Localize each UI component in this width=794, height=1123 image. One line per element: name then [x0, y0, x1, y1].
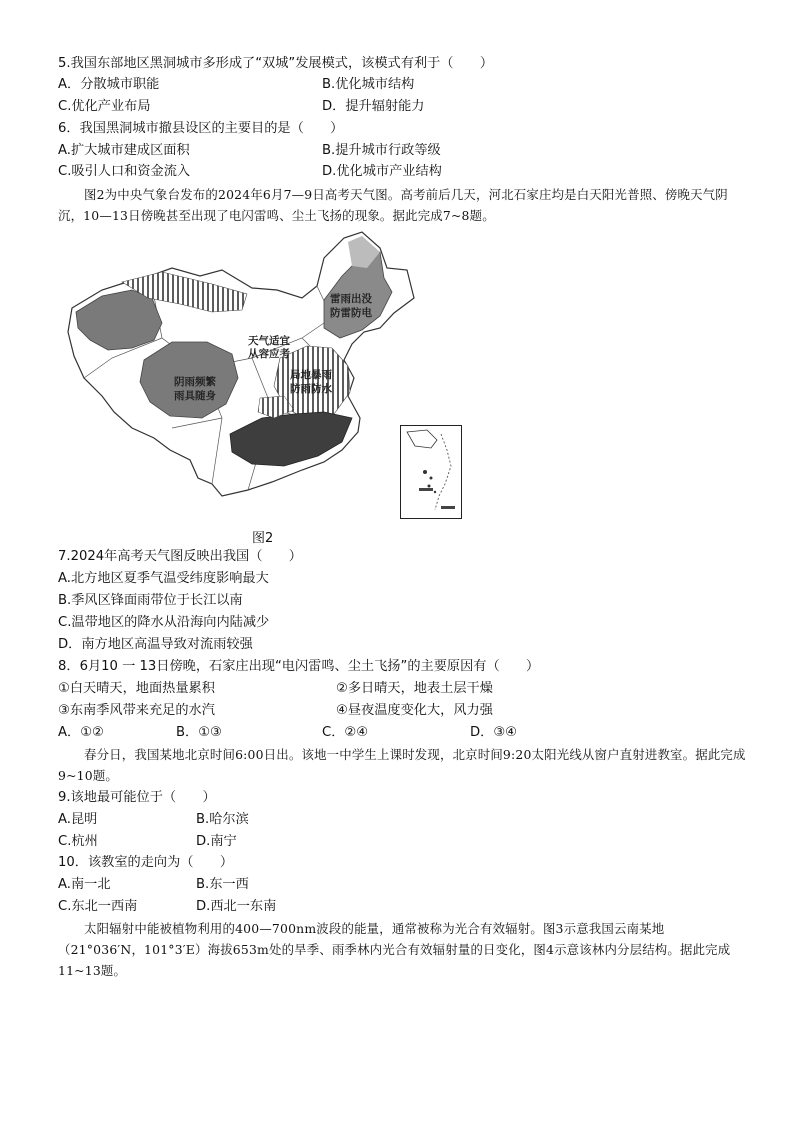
q8-option-c: C．②④ — [322, 725, 369, 740]
q8-statement-1: ①白天晴天，地面热量累积 — [58, 681, 215, 696]
q8-option-b: B．①③ — [176, 725, 222, 740]
map-label-west-2: 雨具随身 — [174, 390, 216, 402]
intro-11-13: 太阳辐射中能被植物利用的400—700nm波段的能量，通常被称为光合有效辐射。图3示意我国云南某地（21°036′N，101°3′E）海拔653m处的旱季、雨季林内光合有效辐射量的日变化，图4示意该林内分层结构。据此完成11~13题。 — [58, 921, 731, 978]
q9-option-c: C.杭州 — [58, 834, 98, 849]
map-label-northeast-1: 雷雨出没 — [330, 293, 372, 305]
intro-9-10: 春分日，我国某地北京时间6:00日出。该地一中学生上课时发现，北京时间9:20太阳光线从窗户直射进教室。据此完成9~10题。 — [58, 747, 746, 783]
q7-option-b: B.季风区锋面雨带位于长江以南 — [58, 593, 243, 608]
q5-stem: 5.我国东部地区黑洞城市多形成了“双城”发展模式，该模式有利于（ ） — [58, 56, 494, 71]
q7-option-c: C.温带地区的降水从沿海向内陆减少 — [58, 615, 270, 630]
q5-option-d: D．提升辐射能力 — [322, 99, 425, 114]
q10-option-a: A.南一北 — [58, 877, 111, 892]
q10-stem: 10．该教室的走向为（ ） — [58, 855, 234, 870]
q8-statement-3: ③东南季风带来充足的水汽 — [58, 703, 215, 718]
figure-2-caption: 图2 — [252, 531, 274, 546]
q5-option-c: C.优化产业布局 — [58, 99, 151, 114]
q9-stem: 9.该地最可能位于（ ） — [58, 790, 216, 805]
q10-option-c: C.东北一西南 — [58, 899, 138, 914]
q8-option-d: D．③④ — [470, 725, 517, 740]
q10-option-d: D.西北一东南 — [196, 899, 277, 914]
map-label-west-1: 阴雨频繁 — [174, 376, 216, 388]
intro-7-8: 图2为中央气象台发布的2024年6月7—9日高考天气图。高考前后几天，河北石家庄均是白天阳光普照、傍晚天气阴沉，10—13日傍晚甚至出现了电闪雷鸣、尘土飞扬的现象。据此完成7~8题。 — [58, 187, 728, 223]
q7-option-a: A.北方地区夏季气温受纬度影响最大 — [58, 571, 269, 586]
q8-stem: 8．6月10 一 13日傍晚，石家庄出现“电闪雷鸣、尘土飞扬”的主要原因有（ ） — [58, 659, 540, 674]
q5-option-a: A．分散城市职能 — [58, 77, 160, 92]
q9-option-d: D.南宁 — [196, 834, 237, 849]
q8-statement-2: ②多日晴天，地表土层干燥 — [336, 681, 493, 696]
south-china-sea-inset — [400, 425, 462, 519]
map-label-north-1: 天气适宜 — [248, 335, 290, 347]
q6-stem: 6．我国黑洞城市撤县设区的主要目的是（ ） — [58, 121, 344, 136]
map-label-center-1: 局地暴雨 — [290, 369, 332, 381]
map-label-north-2: 从容应考 — [248, 348, 290, 360]
map-label-center-2: 防雨防水 — [290, 383, 332, 395]
q7-stem: 7.2024年高考天气图反映出我国（ ） — [58, 549, 302, 564]
q6-option-b: B.提升城市行政等级 — [322, 143, 441, 158]
map-label-northeast-2: 防雷防电 — [330, 307, 372, 319]
q9-option-a: A.昆明 — [58, 812, 98, 827]
q7-option-d: D．南方地区高温导致对流雨较强 — [58, 637, 253, 652]
q8-statement-4: ④昼夜温度变化大，风力强 — [336, 703, 493, 718]
q6-option-a: A.扩大城市建成区面积 — [58, 143, 190, 158]
q10-option-b: B.东一西 — [196, 877, 249, 892]
q5-option-b: B.优化城市结构 — [322, 77, 415, 92]
q8-option-a: A．①② — [58, 725, 104, 740]
q6-option-d: D.优化城市产业结构 — [322, 164, 442, 179]
q9-option-b: B.哈尔滨 — [196, 812, 249, 827]
q6-option-c: C.吸引人口和资金流入 — [58, 164, 191, 179]
